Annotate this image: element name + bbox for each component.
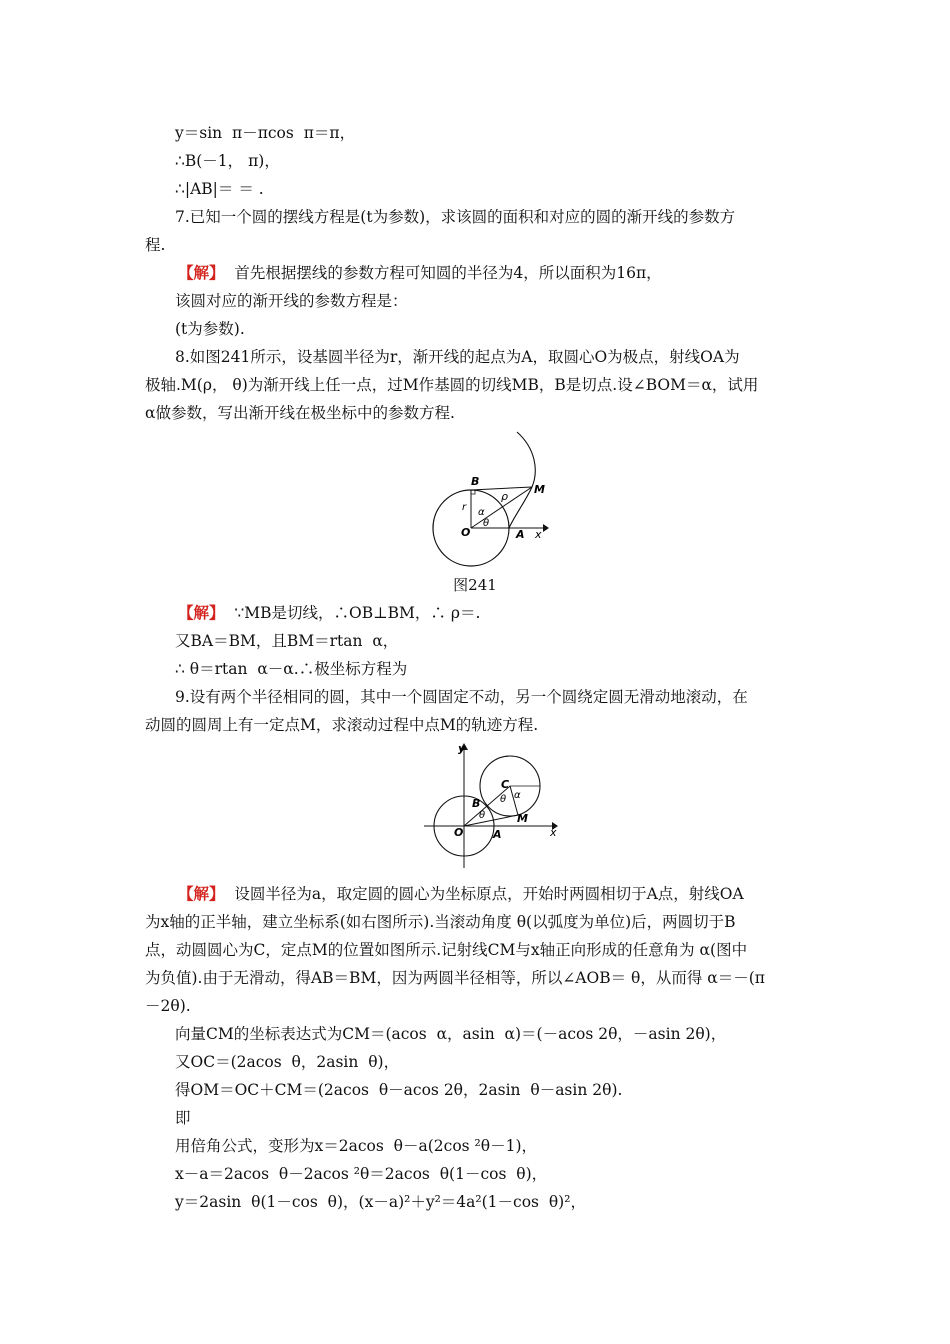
answer-7 — [178, 262, 662, 284]
label-B: B — [472, 797, 481, 810]
question-9: 9.设有两个半径相同的圆，其中一个圆固定不动，另一个圆绕定圆无滑动地滚动，在 — [175, 688, 748, 706]
label-theta: θ — [500, 794, 507, 805]
answer-9 — [178, 883, 744, 905]
label-alpha: α — [514, 790, 521, 801]
figure-rolling-circles — [422, 740, 562, 870]
figure-caption: 图241 — [453, 576, 497, 594]
label-theta: θ — [479, 810, 486, 821]
text-line: ∴|AB|＝ ＝ . — [175, 180, 264, 198]
text-line: y＝2asin θ(1－cos θ)，(x－a)²＋y²＝4a²(1－cos θ)²， — [175, 1193, 586, 1211]
label-r: r — [462, 502, 467, 513]
label-y: y — [458, 742, 466, 755]
text-line: ∴B(－1， π)， — [175, 152, 280, 170]
question-8-cont: α做参数，写出渐开线在极坐标中的参数方程. — [145, 404, 455, 422]
text-line: y＝sin π－πcos π＝π， — [175, 124, 356, 142]
label-alpha: α — [478, 507, 485, 518]
text-line: 用倍角公式，变形为x＝2acos θ－a(2cos ²θ－1)， — [175, 1137, 537, 1155]
text-line: 为x轴的正半轴，建立坐标系(如右图所示).当滚动角度 θ(以弧度为单位)后，两圆切于B — [145, 913, 736, 931]
label-M: M — [534, 483, 545, 496]
text-line: 向量CM的坐标表达式为CM＝(acos α，asin α)＝(－acos 2θ，－asin 2θ)， — [175, 1025, 727, 1043]
answer-tag: 【解】 — [178, 884, 225, 903]
answer-text: 首先根据摆线的参数方程可知圆的半径为4，所以面积为16π， — [224, 264, 662, 282]
text-line: (t为参数). — [175, 320, 245, 338]
label-theta: θ — [483, 518, 490, 529]
text-line: 又OC＝(2acos θ，2asin θ)， — [175, 1053, 400, 1071]
answer-tag: 【解】 — [178, 603, 225, 622]
text-line: －2θ). — [145, 997, 191, 1015]
label-O: O — [461, 526, 471, 539]
label-M: M — [517, 812, 528, 825]
answer-tag: 【解】 — [178, 263, 225, 282]
label-A: A — [516, 528, 525, 541]
label-rho: ρ — [501, 490, 508, 503]
label-x: x — [550, 826, 557, 839]
text-line: 该圆对应的渐开线的参数方程是： — [175, 292, 408, 310]
label-B: B — [471, 475, 480, 488]
text-line: 为负值).由于无滑动，得AB＝BM，因为两圆半径相等，所以∠AOB＝ θ，从而得 α＝－(π — [145, 969, 765, 987]
rolling-circles-diagram — [422, 740, 562, 870]
text-line: 即 — [175, 1109, 191, 1127]
answer-text: ∵MB是切线，∴OB⊥BM，∴ ρ＝. — [224, 604, 481, 622]
question-8: 8.如图241所示，设基圆半径为r，渐开线的起点为A，取圆心O为极点，射线OA为 — [175, 348, 740, 366]
question-7: 7.已知一个圆的摆线方程是(t为参数)，求该圆的面积和对应的圆的渐开线的参数方 — [175, 208, 736, 226]
question-9-cont: 动圆的圆周上有一定点M，求滚动过程中点M的轨迹方程. — [145, 716, 539, 734]
answer-text: 设圆半径为a，取定圆的圆心为坐标原点，开始时两圆相切于A点，射线OA — [224, 885, 744, 903]
answer-8 — [178, 602, 480, 624]
question-7-cont: 程. — [145, 236, 166, 254]
label-A: A — [493, 828, 502, 841]
text-line: x－a＝2acos θ－2acos ²θ＝2acos θ(1－cos θ)， — [175, 1165, 548, 1183]
text-line: 得OM＝OC＋CM＝(2acos θ－acos 2θ，2asin θ－asin 2θ). — [175, 1081, 623, 1099]
label-O: O — [454, 826, 464, 839]
question-8-cont: 极轴.M(ρ， θ)为渐开线上任一点，过M作基圆的切线MB，B是切点.设∠BOM＝α，试用 — [145, 376, 759, 394]
text-line: 又BA＝BM，且BM＝rtan α， — [175, 632, 399, 650]
label-C: C — [501, 778, 510, 791]
text-line: ∴ θ＝rtan α－α.∴极坐标方程为 — [175, 660, 408, 678]
label-x: x — [535, 528, 542, 541]
text-line: 点，动圆圆心为C，定点M的位置如图所示.记射线CM与x轴正向形成的任意角为 α(图中 — [145, 941, 748, 959]
